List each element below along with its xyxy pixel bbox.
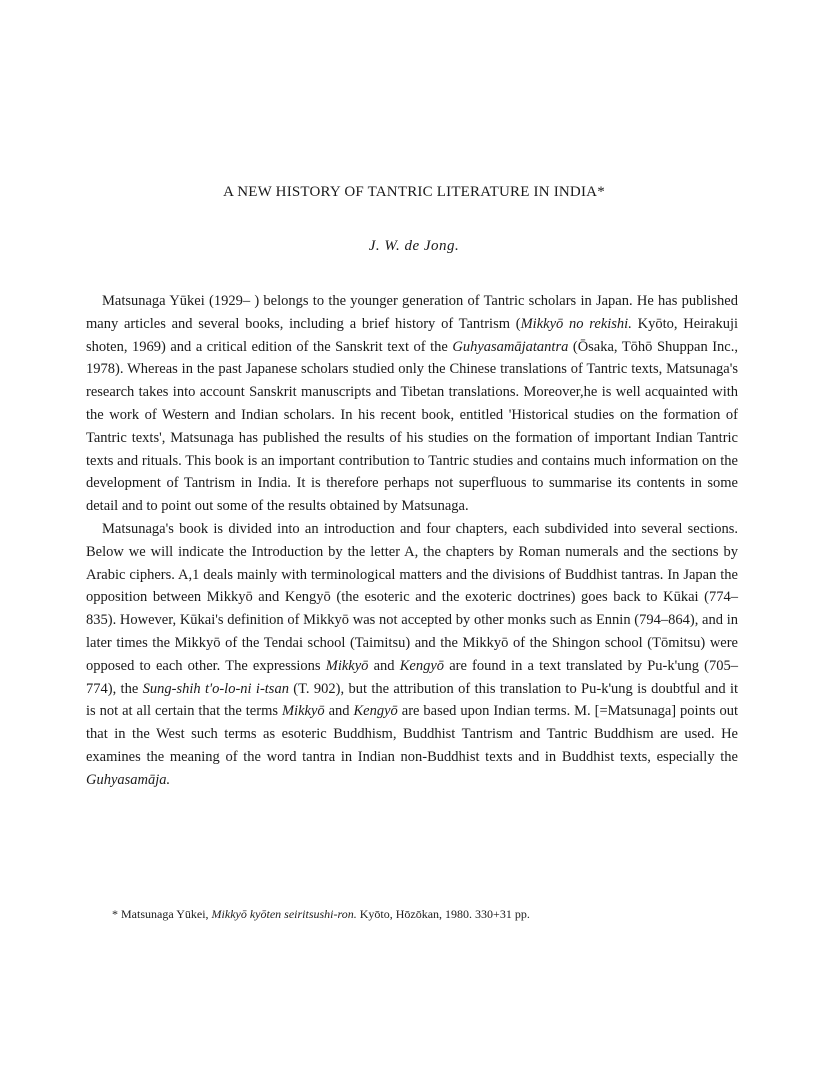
italic-text: Guhyasamājatantra <box>452 338 569 355</box>
text-run: and <box>324 703 354 720</box>
text-run: (T. 902), but the attribution of this translation to Pu-k'ung is doubtful and it is not at all certain that the terms <box>86 680 738 720</box>
article-author: J. W. de Jong. <box>368 238 460 254</box>
article-title: A NEW HISTORY OF TANTRIC LITERATURE IN INDIA* <box>223 184 605 200</box>
text-run: and <box>368 657 400 674</box>
text-run: are found in a text translated by Pu-k'ung (705–774), the <box>86 657 738 697</box>
text-run: Matsunaga's book is divided into an introduction and four chapters, each subdivided into several sections. Below we will indicate the Introduction by the letter A, the chapters by Roman numerals and the sections by Arabic ciphers. A,1 deals mainly with terminological matters and the divisions of Buddhist tantras. In Japan the opposition between Mikkyō and Kengyō (the esoteric and the exoteric doctrines) goes back to Kūkai (774–835). However, Kūkai's definition of Mikkyō was not accepted by other monks such as Ennin (794–864), and in later times the Mikkyō of the Tendai school (Taimitsu) and the Mikkyō of the Shingon school (Tōmitsu) were opposed to each other. The expressions <box>86 520 738 674</box>
footnote <box>112 906 712 922</box>
text-run: * Matsunaga Yūkei, <box>112 907 212 921</box>
italic-text: Kengyō <box>353 703 398 720</box>
text-run: Kyōto, Heirakuji shoten, 1969) and a critical edition of the Sanskrit text of the <box>86 315 739 355</box>
text-run: Kyōto, Hōzōkan, 1980. 330+31 pp. <box>356 907 530 921</box>
text-run: (Ōsaka, Tōhō Shuppan Inc., 1978). Whereas in the past Japanese scholars studied only the Chinese translations of Tantric texts, Matsunaga's research takes into account Sanskrit manuscripts and Tibetan translations. Moreover,he is well acquainted with the work of Western and Indian scholars. In his recent book, entitled 'Historical studies on the formation of Tantric texts', Matsunaga has published the results of his studies on the formation of important Indian Tantric texts and rituals. This book is an important contribution to Tantric studies and contains much information on the development of Tantrism in India. It is therefore perhaps not superfluous to summarise its contents in some detail and to point out some of the results obtained by Matsunaga. <box>86 338 738 515</box>
italic-text: Mikkyō <box>281 703 325 720</box>
paragraph-2 <box>86 518 738 792</box>
italic-text: Mikkyō no rekishi. <box>520 315 632 332</box>
italic-text: Mikkyō kyōten seiritsushi-ron. <box>211 907 357 921</box>
italic-text: Kengyō <box>399 657 445 674</box>
article-body <box>86 290 738 792</box>
italic-text: Mikkyō <box>325 657 369 674</box>
paragraph-1 <box>86 290 738 518</box>
italic-text: Sung-shih t'o-lo-ni i-tsan <box>142 680 289 697</box>
text-run: are based upon Indian terms. M. [=Matsunaga] points out that in the West such terms as esoteric Buddhism, Buddhist Tantrism and Tantric Buddhism are used. He examines the meaning of the word tantra in Indian non-Buddhist texts and in Buddhist texts, especially the <box>86 703 738 765</box>
text-run: Matsunaga Yūkei (1929– ) belongs to the younger generation of Tantric scholars in Japan. He has published many articles and several books, including a brief history of Tantrism ( <box>86 293 738 332</box>
italic-text: Guhyasamāja. <box>86 771 171 788</box>
